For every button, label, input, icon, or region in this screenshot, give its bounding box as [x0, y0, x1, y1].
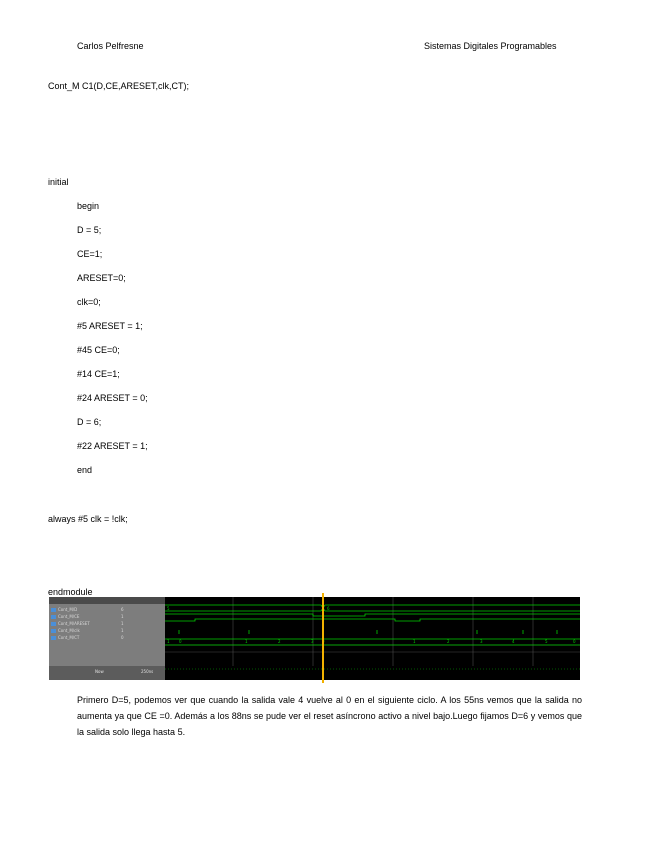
signal-value: 1	[121, 614, 124, 619]
code-line: #14 CE=1;	[77, 369, 120, 379]
signal-panel-titlebar	[49, 597, 165, 604]
code-line: #22 ARESET = 1;	[77, 441, 148, 451]
now-value: 250ns	[141, 669, 154, 674]
initial-keyword: initial	[48, 177, 69, 187]
waveform-viewer	[49, 597, 580, 680]
time-cursor[interactable]	[322, 593, 324, 683]
ct-value-label: 1	[167, 639, 170, 644]
waveform-plot	[165, 597, 580, 680]
signal-row[interactable]	[51, 620, 124, 627]
ct-value-label: 3	[311, 639, 314, 644]
signal-name: Cont_M/CE	[58, 614, 80, 619]
code-line: #24 ARESET = 0;	[77, 393, 148, 403]
ct-value-label: 0	[179, 639, 182, 644]
code-line: D = 6;	[77, 417, 102, 427]
d-value-label: 5	[167, 606, 170, 611]
signal-value: 1	[121, 628, 124, 633]
signal-name: Cont_M/clk	[58, 628, 80, 633]
signal-icon	[51, 622, 56, 626]
course-title: Sistemas Digitales Programables	[424, 41, 557, 51]
ct-value-label: 2	[447, 639, 450, 644]
always-statement: always #5 clk = !clk;	[48, 514, 128, 524]
code-line: D = 5;	[77, 225, 102, 235]
signal-name: Cont_M/CT	[58, 635, 80, 640]
signal-icon	[51, 629, 56, 633]
signal-row[interactable]	[51, 627, 124, 634]
code-line: #45 CE=0;	[77, 345, 120, 355]
signal-name-panel	[49, 597, 165, 680]
signal-name: Cont_M/ARESET	[58, 621, 90, 626]
ct-value-label: 5	[545, 639, 548, 644]
description-paragraph: Primero D=5, podemos ver que cuando la salida vale 4 vuelve al 0 en el siguiente ciclo. A los 55ns vemos que la salida no aumenta ya que CE =0. Además a los 88ns se pude ver el reset asíncrono activo a nivel bajo.Luego fijamos D=6 y vemos que la salida solo llega hasta 5.	[77, 695, 582, 737]
signal-row[interactable]	[51, 613, 124, 620]
endmodule-keyword: endmodule	[48, 587, 93, 597]
signal-icon	[51, 636, 56, 640]
code-line: clk=0;	[77, 297, 101, 307]
d-value-label: 6	[327, 606, 330, 611]
signal-icon	[51, 615, 56, 619]
ct-value-label: 0	[573, 639, 576, 644]
signal-name: Cont_M/D	[58, 607, 78, 612]
ct-value-label: 2	[278, 639, 281, 644]
signal-value: 0	[121, 635, 124, 640]
signal-panel-footer	[49, 666, 165, 680]
ct-value-label: 4	[512, 639, 515, 644]
module-instantiation: Cont_M C1(D,CE,ARESET,clk,CT);	[48, 81, 190, 91]
signal-row[interactable]	[51, 634, 124, 641]
now-label: Now	[95, 669, 104, 674]
waveform-area[interactable]	[165, 597, 580, 680]
code-line: CE=1;	[77, 249, 103, 259]
code-line: ARESET=0;	[77, 273, 126, 283]
code-line: #5 ARESET = 1;	[77, 321, 143, 331]
author-name: Carlos Pelfresne	[77, 41, 144, 51]
ct-value-label: 1	[413, 639, 416, 644]
code-line: begin	[77, 201, 100, 211]
code-line: end	[77, 465, 93, 475]
signal-icon	[51, 608, 56, 612]
signal-value: 1	[121, 621, 124, 626]
ct-value-label: 1	[245, 639, 248, 644]
signal-value: 6	[121, 607, 124, 612]
ct-value-label: 3	[480, 639, 483, 644]
signal-row[interactable]	[51, 606, 124, 613]
